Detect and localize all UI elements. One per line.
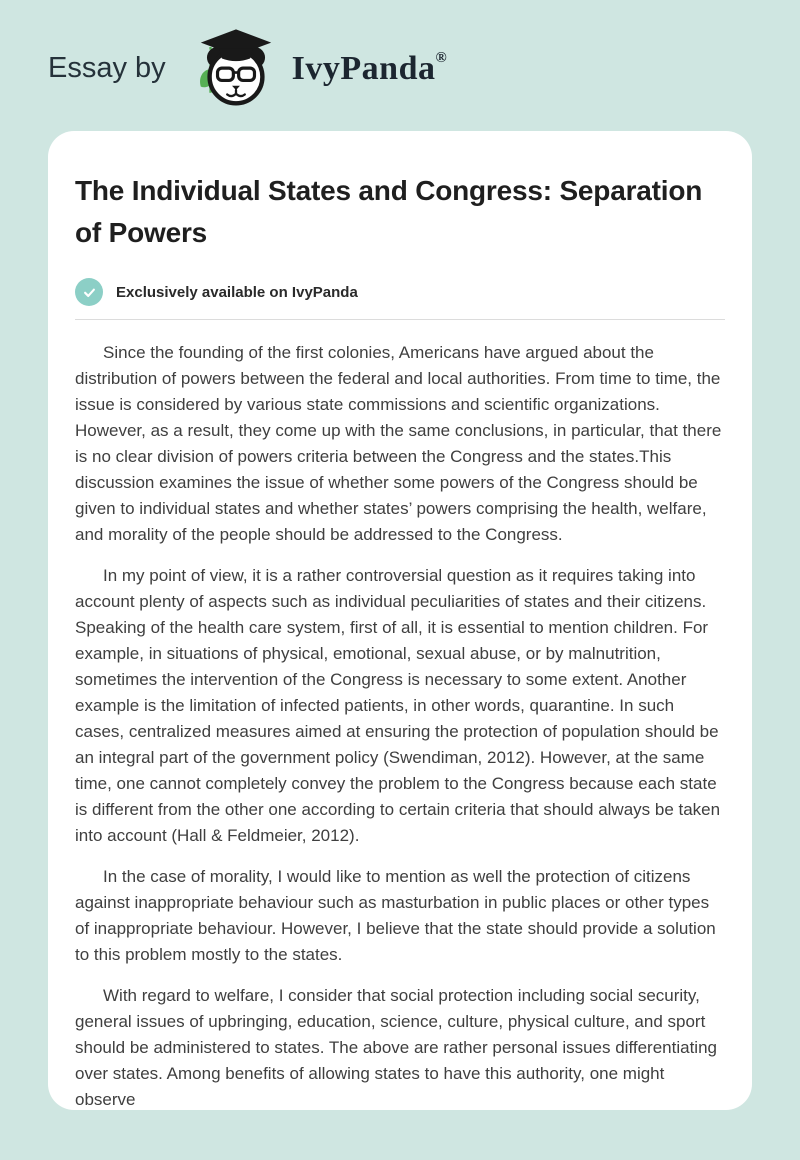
header [0,0,800,131]
check-icon [75,278,103,306]
essay-body [75,320,725,1110]
essay-paragraph: In the case of morality, I would like to mention as well the protection of citizens against inappropriate behaviour such as masturbation in public places or other types of inappropriate behaviour. However, I believe that the state should provide a solution to this problem mostly to the states. [75,867,716,964]
registered-mark: ® [435,50,448,67]
essay-title: The Individual States and Congress: Separation of Powers [75,175,703,248]
essay-paragraph: Since the founding of the first colonies, Americans have argued about the distribution of powers between the federal and local authorities. From time to time, the issue is considered by various state commissions and scientific organizations. However, as a result, they come up with the same conclusions, in particular, that there is no clear division of powers criteria between the Congress and the states.This discussion examines the issue of whether some powers of the Congress should be given to individual states and whether states’ powers comprising the health, welfare, and morality of the people should be addressed to the Congress. [75,343,722,544]
ivypanda-panda-logo-icon [190,25,282,113]
exclusive-badge [75,278,725,306]
essay-paragraph: In my point of view, it is a rather controversial question as it requires taking into account plenty of aspects such as individual peculiarities of states and their citizens. Speaking of the health care system, first of all, it is essential to mention children. For example, in situations of physical, emotional, sexual abuse, or by malnutrition, sometimes the intervention of the Congress is necessary to some extent. Another example is the limitation of infected patients, in other words, quarantine. In such cases, centralized measures aimed at ensuring the protection of population should be an integral part of the government policy (Swendiman, 2012). However, at the same time, one cannot completely convey the problem to the Congress because each state is different from the other one according to certain criteria that should always be taken into account (Hall & Feldmeier, 2012). [75,566,721,845]
exclusive-badge-label: Exclusively available on IvyPanda [116,283,358,301]
essay-by-label: Essay by [48,52,166,84]
brand-wordmark: IvyPanda® [291,49,448,87]
essay-paragraph: With regard to welfare, I consider that social protection including social security, general issues of upbringing, education, science, culture, physical culture, and sport should be administered to states. The above are rather personal issues differentiating over states. Among benefits of allowing states to have this authority, one might observe [75,986,717,1109]
essay-card [48,131,752,1110]
